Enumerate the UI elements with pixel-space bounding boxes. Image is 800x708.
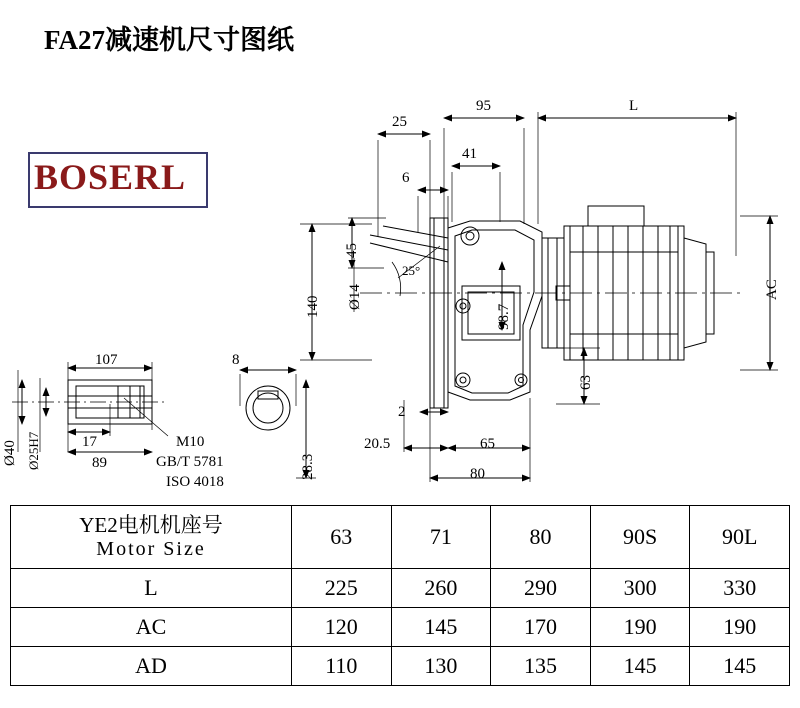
- dim-17-label: 17: [82, 434, 97, 450]
- dim-dia25h7-label: Ø25H7: [26, 431, 41, 470]
- dim-6-label: 6: [402, 170, 410, 186]
- note-m10-label: M10: [176, 434, 205, 450]
- dim-dia14-label: Ø14: [347, 284, 363, 310]
- dim-98-7-label: 98.7: [496, 303, 512, 330]
- table-cell: 130: [391, 647, 491, 686]
- note-gbt-label: GB/T 5781: [156, 454, 224, 470]
- dim-65-label: 65: [480, 436, 495, 452]
- table-cell: 300: [590, 569, 690, 608]
- dim-107-label: 107: [95, 352, 118, 368]
- table-cell: 225: [292, 569, 392, 608]
- table-row-header-ac: AC: [11, 608, 292, 647]
- dim-80-label: 80: [470, 466, 485, 482]
- dim-28-3-label: 28.3: [300, 453, 316, 480]
- dim-63-label: 63: [578, 375, 594, 390]
- dim-L-label: L: [629, 98, 639, 114]
- dim-angle-25-label: 25°: [402, 263, 421, 278]
- table-cell: 90S: [590, 506, 690, 569]
- specification-table: [10, 505, 790, 686]
- dim-20-5-label: 20.5: [364, 436, 391, 452]
- table-cell: 90L: [690, 506, 790, 569]
- table-row: [11, 506, 790, 569]
- table-cell: 110: [292, 647, 392, 686]
- table-row-header-ad: AD: [11, 647, 292, 686]
- table-row: [11, 569, 790, 608]
- table-cell: 71: [391, 506, 491, 569]
- table-cell: 330: [690, 569, 790, 608]
- logo-text: BOSERL: [34, 157, 187, 197]
- motor-size-en: Motor Size: [96, 537, 206, 560]
- table-cell: 260: [391, 569, 491, 608]
- dim-45-label: 45: [344, 243, 360, 258]
- table-row: [11, 647, 790, 686]
- table-cell: 145: [590, 647, 690, 686]
- dim-95-label: 95: [476, 98, 491, 114]
- dim-8-label: 8: [232, 352, 240, 368]
- table-cell: 190: [690, 608, 790, 647]
- table-cell: 145: [690, 647, 790, 686]
- table-row-header-l: L: [11, 569, 292, 608]
- dim-140-label: 140: [305, 295, 321, 318]
- table-cell: 120: [292, 608, 392, 647]
- table-cell: 170: [491, 608, 591, 647]
- table-cell: 145: [391, 608, 491, 647]
- table-cell: 190: [590, 608, 690, 647]
- page-title: FA27减速机尺寸图纸: [44, 25, 294, 55]
- table-cell: 135: [491, 647, 591, 686]
- dim-25-label: 25: [392, 114, 407, 130]
- table-header-motor-size: [11, 506, 292, 569]
- note-iso-label: ISO 4018: [166, 474, 224, 490]
- dim-89-label: 89: [92, 455, 107, 471]
- dim-41-label: 41: [462, 146, 477, 162]
- dim-2-label: 2: [398, 404, 406, 420]
- table-row: [11, 608, 790, 647]
- table-cell: 80: [491, 506, 591, 569]
- dim-AC-label: AC: [764, 279, 780, 300]
- table-cell: 63: [292, 506, 392, 569]
- motor-size-cn: YE2电机机座号: [79, 513, 223, 538]
- dim-dia40-label: Ø40: [2, 440, 18, 466]
- table-cell: 290: [491, 569, 591, 608]
